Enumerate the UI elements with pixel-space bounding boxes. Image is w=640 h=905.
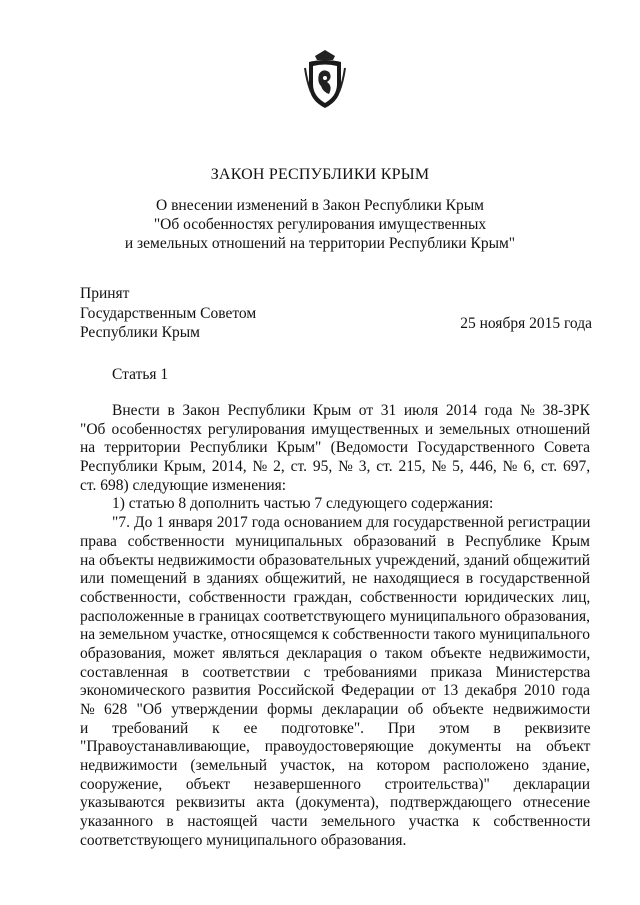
body-line: Республики Крым, 2014, № 2, ст. 95, № 3, ст. 215, № 5, 446, № 6, ст. 697, xyxy=(80,458,591,476)
body-line: сооружение, объект незавершенного строительства)" декларации xyxy=(80,775,590,793)
article-heading: Статья 1 xyxy=(112,366,169,383)
body-line: на объекты недвижимости образовательных учреждений, зданий общежитий xyxy=(80,551,590,569)
body-line: Внести в Закон Республики Крым от 31 июля 2014 года № 38-ЗРК xyxy=(112,402,590,419)
crimea-coat-of-arms-icon xyxy=(303,48,347,112)
subtitle-line: О внесении изменений в Закон Республики Крым xyxy=(156,197,484,214)
body-line: на земельном участке, относящемся к собственности такого муниципального xyxy=(80,626,590,644)
subtitle-line: и земельных отношений на территории Республики Крым" xyxy=(124,235,516,252)
adoption-line: Государственным Советом xyxy=(80,304,257,322)
body-line: указываются реквизиты акта (документа), подтверждающего отнесение xyxy=(80,794,591,812)
adoption-line: Республики Крым xyxy=(80,324,200,341)
adoption-block xyxy=(80,284,256,343)
body-line: или помещений в зданиях общежитий, не находящиеся в государственной xyxy=(80,570,590,588)
adoption-date: 25 ноября 2015 года xyxy=(460,315,592,332)
body-line: № 628 "Об утверждении формы декларации об объекте недвижимости xyxy=(80,701,591,718)
body-line: образования, может являться декларация о таком объекте недвижимости, xyxy=(80,644,591,662)
article-body xyxy=(80,402,590,851)
document-subtitle xyxy=(0,196,640,253)
body-line: ст. 698) следующие изменения: xyxy=(80,476,287,494)
body-line: "Правоустанавливающие, правоудостоверяющие документы на объект xyxy=(80,738,591,756)
adoption-line: Принят xyxy=(80,285,130,302)
body-line: составленная в соответствии с требованиями приказа Министерства xyxy=(80,663,591,681)
body-line: "7. До 1 января 2017 года основанием для государственной регистрации xyxy=(112,514,591,532)
document-title: ЗАКОН РЕСПУБЛИКИ КРЫМ xyxy=(210,166,430,183)
body-line: экономического развития Российской Федерации от 13 декабря 2010 года xyxy=(80,682,590,700)
body-line: 1) статью 8 дополнить частью 7 следующего содержания: xyxy=(112,495,494,513)
body-line: собственности, собственности граждан, собственности юридических лиц, xyxy=(80,588,591,606)
body-line: расположенные в границах соответствующего муниципального образования, xyxy=(80,607,590,625)
subtitle-line: "Об особенностях регулирования имущественных xyxy=(153,216,487,233)
body-line: "Об особенностях регулирования имущественных и земельных отношений xyxy=(80,420,591,438)
body-line: на территории Республики Крым" (Ведомости Государственного Совета xyxy=(80,439,590,457)
body-line: права собственности муниципальных образований в Республике Крым xyxy=(80,532,590,550)
body-line: указанного в настоящей части земельного участка к собственности xyxy=(80,813,591,831)
body-line: недвижимости (земельный участок, на котором расположено здание, xyxy=(80,757,590,775)
body-line: и требований к ее подготовке". При этом в реквизите xyxy=(80,719,591,737)
body-line: соответствующего муниципального образования. xyxy=(80,831,407,849)
